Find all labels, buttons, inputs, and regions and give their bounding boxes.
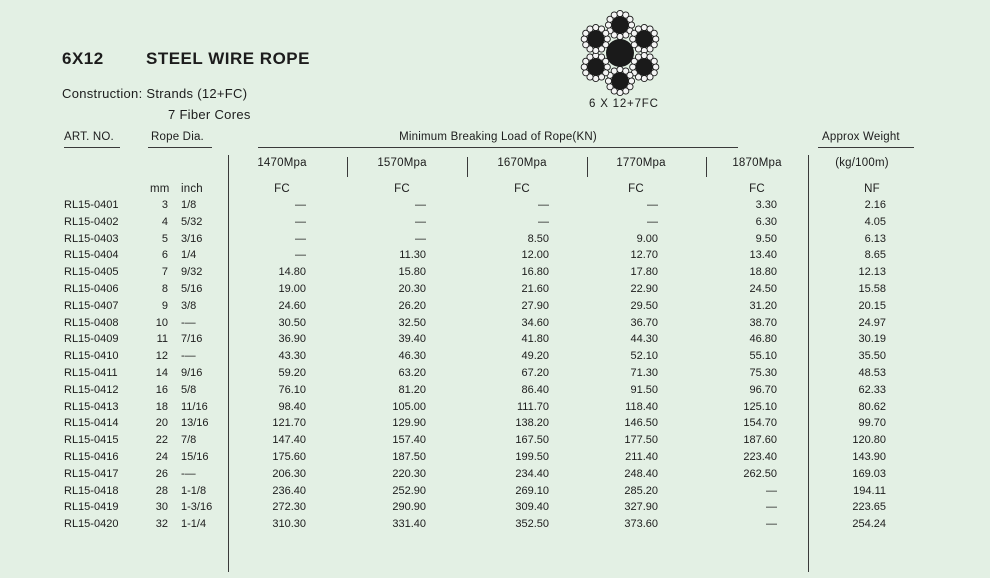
dia-mm-cell: 22: [155, 434, 168, 447]
weight-underline: [818, 147, 914, 148]
strand-wire: [630, 36, 636, 42]
data-table-body: [0, 197, 990, 533]
strand-wire: [641, 52, 647, 58]
grade-1870-header: 1870Mpa: [732, 157, 782, 169]
load-1470-cell: 30.50: [278, 316, 306, 329]
load-1570-cell: —: [415, 232, 426, 245]
dia-inch-cell: 1-1/8: [181, 484, 207, 497]
load-1470-cell: 19.00: [278, 282, 306, 295]
dia-inch-cell: 5/8: [181, 383, 197, 396]
load-1670-cell: 12.00: [521, 249, 549, 262]
art-no-cell: RL15-0417: [64, 467, 119, 480]
weight-cell: 30.19: [858, 333, 886, 346]
load-1570-cell: 81.20: [398, 383, 426, 396]
strand-wire: [628, 78, 634, 84]
table-row: [0, 264, 990, 281]
strand-wire: [593, 24, 599, 30]
strand-wire: [605, 22, 611, 28]
dia-mm-cell: 8: [161, 282, 168, 295]
load-1870-cell: 31.20: [749, 299, 777, 312]
load-1670-cell: 21.60: [521, 282, 549, 295]
weight-cell: 12.13: [858, 266, 886, 279]
column-divider: [587, 157, 588, 177]
weight-cell: 2.16: [864, 199, 886, 211]
weight-cell: 24.97: [858, 316, 886, 329]
model-code: 6X12: [62, 49, 104, 68]
art-no-cell: RL15-0414: [64, 417, 119, 430]
dia-inch-cell: -—: [181, 350, 196, 363]
strand-wire: [593, 47, 599, 53]
table-row: [0, 247, 990, 264]
weight-cell: 48.53: [858, 366, 886, 379]
load-1670-cell: 309.40: [515, 501, 549, 514]
strand-fiber-core: [587, 58, 604, 75]
dia-inch-cell: 1/4: [181, 249, 197, 262]
load-1870-cell: 46.80: [749, 333, 777, 346]
load-1570-cell: 290.90: [392, 501, 426, 514]
dia-mm-cell: 10: [155, 316, 168, 329]
load-1470-cell: —: [295, 232, 306, 245]
load-1570-cell: 11.30: [399, 249, 426, 262]
dia-mm-cell: 16: [155, 383, 168, 396]
art-no-cell: RL15-0415: [64, 434, 119, 447]
core-1470: FC: [274, 183, 290, 195]
load-1470-cell: 236.40: [272, 484, 306, 497]
core-1670: FC: [514, 183, 530, 195]
load-1870-cell: —: [766, 518, 777, 531]
construction-text: Construction: Strands (12+FC): [62, 86, 248, 101]
rope-dia-underline: [148, 147, 212, 148]
load-1870-cell: 55.10: [749, 350, 777, 363]
load-1670-cell: 41.80: [521, 333, 549, 346]
load-1470-cell: 121.70: [272, 417, 306, 430]
load-1770-cell: 44.30: [630, 333, 658, 346]
load-1570-cell: 220.30: [392, 467, 426, 480]
load-1470-cell: 147.40: [272, 434, 306, 447]
art-no-cell: RL15-0420: [64, 518, 119, 531]
load-1670-cell: 34.60: [521, 316, 549, 329]
table-row: [0, 415, 990, 432]
art-no-cell: RL15-0408: [64, 316, 119, 329]
load-1670-cell: 8.50: [527, 232, 549, 245]
load-1570-cell: 46.30: [398, 350, 426, 363]
table-row: [0, 449, 990, 466]
table-row: [0, 499, 990, 516]
load-1870-cell: 75.30: [749, 366, 777, 379]
load-1670-cell: 16.80: [521, 266, 549, 279]
table-row: [0, 483, 990, 500]
art-no-cell: RL15-0413: [64, 400, 119, 413]
load-1570-cell: 39.40: [398, 333, 426, 346]
dia-mm-cell: 3: [161, 199, 168, 211]
dia-inch-cell: 3/16: [181, 232, 203, 245]
dia-mm-cell: 26: [155, 467, 168, 480]
load-1670-cell: —: [538, 199, 549, 211]
load-1570-cell: —: [415, 215, 426, 228]
strand-wire: [653, 36, 659, 42]
load-1870-cell: 9.50: [755, 232, 777, 245]
load-1470-cell: 175.60: [272, 450, 306, 463]
dia-inch-cell: -—: [181, 316, 196, 329]
dia-mm-cell: 14: [155, 366, 168, 379]
col-header-mbl: Minimum Breaking Load of Rope(KN): [399, 131, 597, 143]
load-1670-cell: 67.20: [521, 366, 549, 379]
load-1870-cell: —: [766, 501, 777, 514]
load-1570-cell: 157.40: [392, 434, 426, 447]
load-1570-cell: 20.30: [398, 282, 426, 295]
grade-1770-header: 1770Mpa: [616, 157, 666, 169]
strand-wire: [617, 89, 623, 95]
load-1470-cell: —: [295, 249, 306, 262]
art-no-cell: RL15-0416: [64, 450, 119, 463]
load-1670-cell: 27.90: [521, 299, 549, 312]
weight-cell: 6.13: [864, 232, 886, 245]
weight-cell: 143.90: [852, 450, 886, 463]
weight-cell: 15.58: [858, 282, 886, 295]
art-no-cell: RL15-0419: [64, 501, 119, 514]
load-1470-cell: —: [295, 199, 306, 211]
mm-header: mm: [150, 183, 170, 195]
dia-mm-cell: 9: [161, 299, 168, 312]
load-1770-cell: 12.70: [630, 249, 658, 262]
dia-inch-cell: 5/32: [181, 215, 203, 228]
strand-wire: [641, 75, 647, 81]
dia-mm-cell: 5: [161, 232, 168, 245]
load-1870-cell: 262.50: [743, 467, 777, 480]
load-1670-cell: 269.10: [515, 484, 549, 497]
strand-fiber-core: [636, 30, 653, 47]
load-1670-cell: 167.50: [515, 434, 549, 447]
dia-inch-cell: -—: [181, 467, 196, 480]
load-1770-cell: 91.50: [630, 383, 658, 396]
diagram-caption: 6 X 12+7FC: [589, 98, 659, 110]
load-1470-cell: 98.40: [278, 400, 306, 413]
dia-inch-cell: 1/8: [181, 199, 197, 211]
dia-inch-cell: 7/16: [181, 333, 203, 346]
column-divider: [706, 157, 707, 177]
load-1770-cell: 146.50: [624, 417, 658, 430]
load-1770-cell: 9.00: [636, 232, 658, 245]
load-1570-cell: 187.50: [392, 450, 426, 463]
load-1870-cell: 3.30: [755, 199, 777, 211]
weight-cell: 120.80: [852, 434, 886, 447]
product-title: STEEL WIRE ROPE: [146, 49, 310, 68]
dia-inch-cell: 1-3/16: [181, 501, 213, 514]
load-1670-cell: 138.20: [515, 417, 549, 430]
load-1770-cell: 211.40: [625, 450, 658, 463]
weight-cell: 4.05: [864, 215, 886, 228]
load-1470-cell: —: [295, 215, 306, 228]
mbl-underline: [258, 147, 738, 148]
art-no-cell: RL15-0410: [64, 350, 119, 363]
load-1870-cell: 154.70: [743, 417, 777, 430]
load-1470-cell: 43.30: [278, 350, 306, 363]
column-divider: [347, 157, 348, 177]
load-1670-cell: 199.50: [515, 450, 549, 463]
strand-fiber-core: [611, 16, 628, 33]
load-1470-cell: 24.60: [278, 299, 306, 312]
load-1670-cell: 86.40: [521, 383, 549, 396]
load-1470-cell: 59.20: [278, 366, 306, 379]
load-1870-cell: —: [766, 484, 777, 497]
grade-1570-header: 1570Mpa: [377, 157, 427, 169]
col-header-art-no: ART. NO.: [64, 131, 114, 143]
load-1670-cell: 352.50: [515, 518, 549, 531]
table-row: [0, 281, 990, 298]
strand-wire: [653, 64, 659, 70]
load-1670-cell: 234.40: [515, 467, 549, 480]
inch-header: inch: [181, 183, 203, 195]
load-1570-cell: 32.50: [398, 316, 426, 329]
dia-inch-cell: 5/16: [181, 282, 203, 295]
load-1770-cell: 248.40: [624, 467, 658, 480]
art-no-cell: RL15-0402: [64, 215, 119, 228]
load-1670-cell: —: [538, 215, 549, 228]
load-1470-cell: 14.80: [278, 266, 306, 279]
strand-fiber-core: [636, 58, 653, 75]
dia-mm-cell: 12: [155, 350, 168, 363]
weight-cell: 20.15: [858, 299, 886, 312]
grade-1470-header: 1470Mpa: [257, 157, 307, 169]
weight-cell: 8.65: [864, 249, 886, 262]
load-1470-cell: 36.90: [278, 333, 306, 346]
art-no-cell: RL15-0409: [64, 333, 119, 346]
load-1570-cell: 129.90: [392, 417, 426, 430]
load-1570-cell: 252.90: [392, 484, 426, 497]
strand-wire: [630, 64, 636, 70]
load-1770-cell: 17.80: [630, 266, 658, 279]
dia-mm-cell: 30: [155, 501, 168, 514]
grade-1670-header: 1670Mpa: [497, 157, 547, 169]
load-1570-cell: 331.40: [392, 518, 426, 531]
weight-cell: 223.65: [852, 501, 886, 514]
table-row: [0, 516, 990, 533]
load-1770-cell: 327.90: [624, 501, 658, 514]
table-row: [0, 231, 990, 248]
strand-wire: [641, 24, 647, 30]
art-no-cell: RL15-0401: [64, 199, 119, 211]
art-no-cell: RL15-0405: [64, 266, 119, 279]
load-1870-cell: 223.40: [743, 450, 777, 463]
table-row: [0, 197, 990, 214]
table-row: [0, 348, 990, 365]
strand-fiber-core: [587, 30, 604, 47]
load-1570-cell: 26.20: [398, 299, 426, 312]
art-no-cell: RL15-0403: [64, 232, 119, 245]
load-1870-cell: 6.30: [755, 215, 777, 228]
table-row: [0, 466, 990, 483]
load-1570-cell: 105.00: [392, 400, 426, 413]
load-1670-cell: 111.70: [516, 400, 549, 413]
dia-inch-cell: 13/16: [181, 417, 209, 430]
strand-wire: [617, 10, 623, 16]
load-1570-cell: 63.20: [398, 366, 426, 379]
weight-cell: 62.33: [858, 383, 886, 396]
load-1770-cell: 22.90: [630, 282, 658, 295]
load-1870-cell: 187.60: [743, 434, 777, 447]
core-1870: FC: [749, 183, 765, 195]
weight-cell: 169.03: [852, 467, 886, 480]
load-1870-cell: 13.40: [749, 249, 777, 262]
column-divider: [467, 157, 468, 177]
load-1470-cell: 206.30: [272, 467, 306, 480]
load-1770-cell: —: [647, 199, 658, 211]
load-1770-cell: 177.50: [624, 434, 658, 447]
strand-wire: [628, 22, 634, 28]
load-1770-cell: —: [647, 215, 658, 228]
dia-mm-cell: 7: [161, 266, 168, 279]
strand-wire: [605, 78, 611, 84]
strand-wire: [593, 75, 599, 81]
art-no-cell: RL15-0407: [64, 299, 119, 312]
strand-wire: [581, 64, 587, 70]
load-1770-cell: 36.70: [630, 316, 658, 329]
art-no-cell: RL15-0418: [64, 484, 119, 497]
weight-core: NF: [864, 183, 880, 195]
load-1870-cell: 96.70: [749, 383, 777, 396]
dia-mm-cell: 32: [155, 518, 168, 531]
weight-cell: 80.62: [858, 400, 886, 413]
load-1870-cell: 38.70: [749, 316, 777, 329]
table-row: [0, 382, 990, 399]
dia-inch-cell: 9/32: [181, 266, 203, 279]
art-no-cell: RL15-0412: [64, 383, 119, 396]
table-row: [0, 214, 990, 231]
table-row: [0, 399, 990, 416]
core-1570: FC: [394, 183, 410, 195]
dia-mm-cell: 28: [155, 484, 168, 497]
strand-fiber-core: [611, 72, 628, 89]
table-row: [0, 331, 990, 348]
rope-cross-section-diagram: [575, 8, 665, 98]
weight-cell: 254.24: [852, 518, 886, 531]
dia-inch-cell: 11/16: [181, 400, 208, 413]
dia-mm-cell: 18: [155, 400, 168, 413]
load-1670-cell: 49.20: [521, 350, 549, 363]
weight-cell: 35.50: [858, 350, 886, 363]
load-1770-cell: 52.10: [630, 350, 658, 363]
art-no-cell: RL15-0411: [64, 366, 118, 379]
dia-mm-cell: 24: [155, 450, 168, 463]
load-1770-cell: 373.60: [624, 518, 658, 531]
table-row: [0, 365, 990, 382]
art-no-cell: RL15-0404: [64, 249, 119, 262]
load-1870-cell: 18.80: [749, 266, 777, 279]
dia-mm-cell: 6: [161, 249, 168, 262]
fiber-cores-text: 7 Fiber Cores: [168, 107, 251, 122]
strand-wire: [604, 36, 610, 42]
load-1470-cell: 76.10: [278, 383, 306, 396]
load-1570-cell: 15.80: [398, 266, 426, 279]
load-1870-cell: 24.50: [749, 282, 777, 295]
dia-inch-cell: 1-1/4: [181, 518, 207, 531]
strand-wire: [581, 36, 587, 42]
col-header-rope-dia: Rope Dia.: [151, 131, 204, 143]
load-1470-cell: 310.30: [272, 518, 306, 531]
table-row: [0, 298, 990, 315]
load-1470-cell: 272.30: [272, 501, 306, 514]
dia-mm-cell: 4: [161, 215, 168, 228]
load-1770-cell: 71.30: [630, 366, 658, 379]
strand-wire: [617, 33, 623, 39]
load-1770-cell: 285.20: [624, 484, 658, 497]
dia-inch-cell: 15/16: [181, 450, 209, 463]
weight-cell: 99.70: [858, 417, 886, 430]
weight-cell: 194.11: [853, 484, 886, 497]
center-fiber-core: [606, 39, 634, 67]
col-header-weight: Approx Weight: [822, 131, 900, 143]
load-1770-cell: 29.50: [630, 299, 658, 312]
load-1570-cell: —: [415, 199, 426, 211]
dia-inch-cell: 7/8: [181, 434, 197, 447]
art-no-underline: [64, 147, 120, 148]
strand-wire: [604, 64, 610, 70]
load-1870-cell: 125.10: [743, 400, 777, 413]
table-row: [0, 432, 990, 449]
dia-mm-cell: 11: [156, 333, 168, 346]
dia-inch-cell: 9/16: [181, 366, 203, 379]
dia-mm-cell: 20: [155, 417, 168, 430]
weight-unit-header: (kg/100m): [835, 157, 889, 169]
art-no-cell: RL15-0406: [64, 282, 119, 295]
strand-wire: [617, 66, 623, 72]
dia-inch-cell: 3/8: [181, 299, 197, 312]
table-row: [0, 315, 990, 332]
core-1770: FC: [628, 183, 644, 195]
load-1770-cell: 118.40: [625, 400, 658, 413]
